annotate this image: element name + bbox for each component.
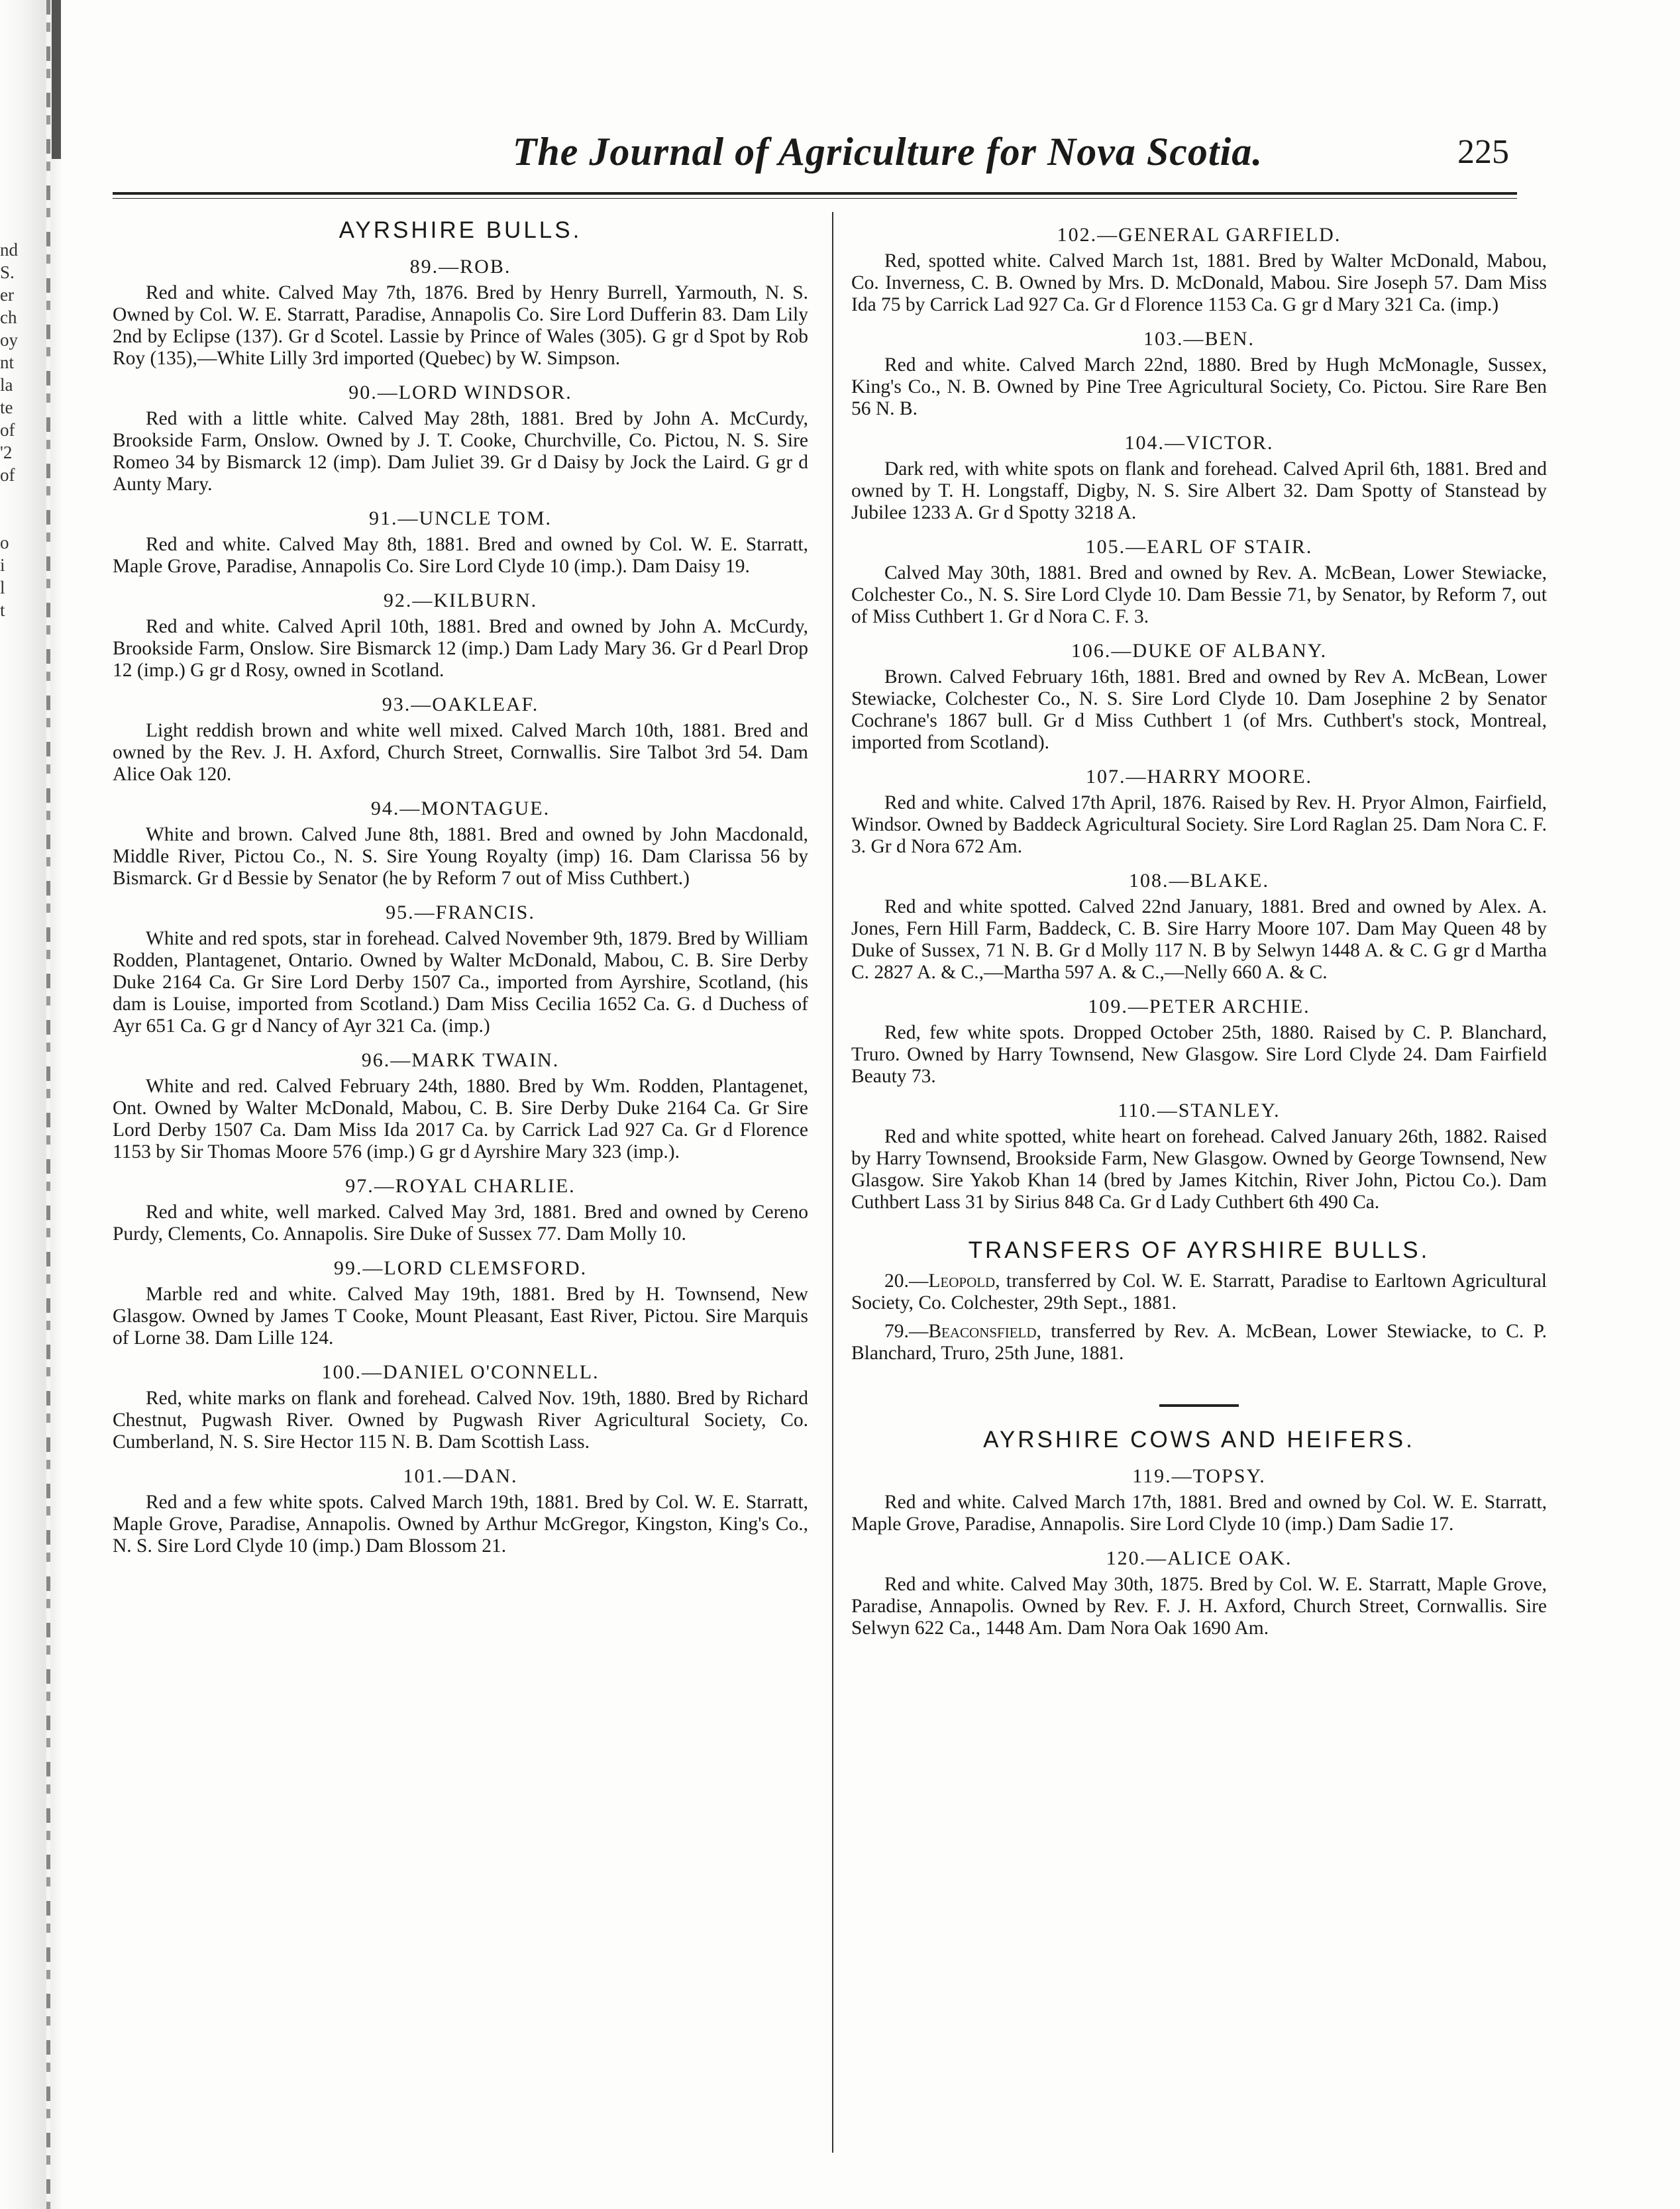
margin-fragment <box>0 486 40 509</box>
margin-fragment: ch <box>0 307 17 327</box>
margin-fragment: i <box>0 555 5 575</box>
binding-edge <box>46 0 50 2209</box>
entry-text: White and red spots, star in forehead. Calved November 9th, 1879. Bred by William Rodden, Plantagenet, Ontario. Owned by Walter McDonald, Mabou, C. B. Sire Derby Duke 2164 Ca. Gr Sire Lord Derby 1507 Ca., imported from Ayrshire, Scotland, (his dam is Louise, imported from Scotland.) Dam Miss Cecilia 1652 Ca. G. d Duchess of Ayr 651 Ca. G gr d Nancy of Ayr 321 Ca. (imp.) <box>113 928 808 1037</box>
transfer-list <box>851 1270 1547 1364</box>
transfer-item <box>851 1321 1547 1364</box>
entry-text: Red and white. Calved May 30th, 1875. Bred by Col. W. E. Starratt, Maple Grove, Paradise, Annapolis. Owned by Rev. F. J. H. Axford, Church Street, Cornwallis. Sire Selwyn 622 Ca., 1448 Am. Dam Nora Oak 1690 Am. <box>851 1574 1547 1639</box>
margin-fragment: nd <box>0 240 18 260</box>
entry-text: Calved May 30th, 1881. Bred and owned by Rev. A. McBean, Lower Stewiacke, Colchester Co., N. S. Sire Lord Clyde 10. Dam Bessie 71, by Senator, by Reform 7, out of Miss Cuthbert 1. Gr d Nora C. F. 3. <box>851 562 1547 627</box>
margin-fragment: S. <box>0 262 15 282</box>
entry-heading: 104.—VICTOR. <box>1124 432 1274 454</box>
header-rule-thin <box>113 198 1517 199</box>
entry-text: Red and white. Calved March 22nd, 1880. Bred by Hugh McMonagle, Sussex, King's Co., N. B. Owned by Pine Tree Agricultural Society, Co. Pictou. Sire Rare Ben 56 N. B. <box>851 354 1547 419</box>
entry-heading: 99.—LORD CLEMSFORD. <box>333 1257 588 1279</box>
entry-text: Dark red, with white spots on flank and forehead. Calved April 6th, 1881. Bred and owned by T. H. Longstaff, Digby, N. S. Sire Albert 32. Dam Spotty of Stanstead by Jubilee 1233 A. Gr d Spotty 3218 A. <box>851 458 1547 523</box>
entry-heading: 96.—MARK TWAIN. <box>361 1049 560 1071</box>
header-rule-thick <box>113 192 1517 195</box>
entry-heading: 110.—STANLEY. <box>1118 1100 1281 1121</box>
entry-text: Red and white. Calved March 17th, 1881. Bred and owned by Col. W. E. Starratt, Maple Grove, Paradise, Annapolis. Sire Lord Clyde 10 (imp.) Dam Sadie 17. <box>851 1492 1547 1535</box>
entry-heading: 94.—MONTAGUE. <box>370 797 551 819</box>
entry-heading: 108.—BLAKE. <box>1129 870 1269 892</box>
transfer-text: transferred by Col. W. E. Starratt, Paradise to Earltown Agricultural Society, Co. Colchester, 29th Sept., 1881. <box>851 1270 1548 1313</box>
left-entries <box>113 256 808 1557</box>
section-title-transfers: TRANSFERS OF AYRSHIRE BULLS. <box>968 1237 1430 1263</box>
transfer-item <box>851 1270 1547 1314</box>
entry-text: Red and white spotted. Calved 22nd January, 1881. Bred and owned by Alex. A. Jones, Fern Hill Farm, Baddeck, C. B. Sire Harry Moore 107. Dam May Queen 48 by Duke of Sussex, 71 N. B. Gr d Molly 117 N. B by Selwyn 1448 A. & C. G gr d Martha C. 2827 A. & C.,—Martha 597 A. & C.,—Nelly 660 A. & C. <box>851 896 1547 983</box>
entry-heading: 119.—TOPSY. <box>1132 1465 1266 1487</box>
entry-text: Red and white spotted, white heart on forehead. Calved January 26th, 1882. Raised by Harry Townsend, Brookside Farm, New Glasgow. Owned by George Townsend, New Glasgow. Sire Yakob Khan 14 (bred by James Kitchin, River John, Pictou Co.). Dam Cuthbert Lass 31 by Sirius 848 Ca. Gr d Lady Cuthbert 6th 490 Ca. <box>851 1126 1547 1213</box>
entry-text: Marble red and white. Calved May 19th, 1881. Bred by H. Townsend, New Glasgow. Owned by James T Cooke, Mount Pleasant, East River, Pictou. Sire Marquis of Lorne 38. Dam Lille 124. <box>113 1284 808 1349</box>
transfer-lead: 79.—Beaconsfield, <box>884 1321 1041 1342</box>
entry-heading: 109.—PETER ARCHIE. <box>1088 996 1310 1017</box>
entry-text: Brown. Calved February 16th, 1881. Bred and owned by Rev A. McBean, Lower Stewiacke, Colchester Co., N. S. Sire Lord Clyde 10. Dam Josephine 2 by Senator Cochrane's 1867 bull. Gr d Miss Cuthbert 1 (of Mrs. Cuthbert's stock, Montreal, imported from Scotland). <box>851 666 1547 753</box>
margin-fragment: of <box>0 465 15 485</box>
margin-fragment: o <box>0 533 9 552</box>
entry-text: Red, few white spots. Dropped October 25th, 1880. Raised by C. P. Blanchard, Truro. Owned by Harry Townsend, New Glasgow. Sire Lord Clyde 24. Dam Fairfield Beauty 73. <box>851 1022 1547 1087</box>
right-entries <box>851 224 1547 1213</box>
margin-fragment <box>0 509 40 531</box>
margin-fragment: la <box>0 375 13 395</box>
cow-entries <box>851 1465 1547 1639</box>
entry-heading: 89.—ROB. <box>409 256 511 278</box>
entry-text: Red and white. Calved May 7th, 1876. Bred by Henry Burrell, Yarmouth, N. S. Owned by Col. W. E. Starratt, Paradise, Annapolis Co. Sire Lord Dufferin 83. Dam Lily 2nd by Eclipse (137). Gr d Scotel. Lassie by Prince of Wales (305). G gr d Spot by Rob Roy (135),—White Lilly 3rd imported (Quebec) by W. Simpson. <box>113 282 808 369</box>
entry-heading: 120.—ALICE OAK. <box>1106 1547 1292 1569</box>
entry-text: Red, spotted white. Calved March 1st, 1881. Bred by Walter McDonald, Mabou, Co. Inverness, C. B. Owned by Mrs. D. McDonald, Mabou. Sire Joseph 57. Dam Miss Ida 75 by Carrick Lad 927 Ca. Gr d Florence 1153 Ca. G gr d Mary 321 Ca. (imp.) <box>851 250 1547 315</box>
margin-text-fragments <box>0 238 40 621</box>
margin-fragment: oy <box>0 330 18 350</box>
entry-text: Red and white. Calved May 8th, 1881. Bred and owned by Col. W. E. Starratt, Maple Grove, Paradise, Annapolis Co. Sire Lord Clyde 10 (imp.). Dam Daisy 19. <box>113 534 808 577</box>
margin-fragment: nt <box>0 352 15 372</box>
margin-fragment: '2 <box>0 442 13 462</box>
entry-text: Light reddish brown and white well mixed. Calved March 10th, 1881. Bred and owned by the Rev. J. H. Axford, Church Street, Cornwallis. Sire Talbot 3rd 54. Dam Alice Oak 120. <box>113 720 808 785</box>
entry-heading: 95.—FRANCIS. <box>386 901 535 923</box>
entry-text: Red and white. Calved April 10th, 1881. Bred and owned by John A. McCurdy, Brookside Farm, Onslow. Sire Bismarck 12 (imp.) Dam Lady Mary 36. Gr d Pearl Drop 12 (imp.) G gr d Rosy, owned in Scotland. <box>113 616 808 681</box>
running-head: The Journal of Agriculture for Nova Scotia. <box>512 130 1263 174</box>
margin-fragment: of <box>0 420 15 440</box>
entry-heading: 90.—LORD WINDSOR. <box>348 382 572 403</box>
transfer-text: transferred by Rev. A. McBean, Lower Stewiacke, to C. P. Blanchard, Truro, 25th June, 1881. <box>851 1321 1548 1364</box>
entry-heading: 101.—DAN. <box>403 1465 518 1487</box>
entry-heading: 106.—DUKE OF ALBANY. <box>1071 640 1328 662</box>
entry-heading: 100.—DANIEL O'CONNELL. <box>321 1361 600 1383</box>
entry-text: White and red. Calved February 24th, 1880. Bred by Wm. Rodden, Plantagenet, Ont. Owned by Walter McDonald, Mabou, C. B. Sire Derby Duke 2164 Ca. Gr Sire Lord Derby 1507 Ca. Dam Miss Ida 2017 Ca. by Carrick Lad 927 Ca. Gr d Florence 1153 by Sir Thomas Moore 576 (imp.) G gr d Ayrshire Mary 323 (imp.). <box>113 1076 808 1162</box>
margin-fragment: te <box>0 397 13 417</box>
entry-heading: 103.—BEN. <box>1143 328 1255 350</box>
margin-fragment: er <box>0 285 14 305</box>
section-title-cows-heifers: AYRSHIRE COWS AND HEIFERS. <box>983 1427 1415 1453</box>
entry-text: Red and white, well marked. Calved May 3rd, 1881. Bred and owned by Cereno Purdy, Clements, Co. Annapolis. Sire Duke of Sussex 77. Dam Molly 10. <box>113 1202 808 1245</box>
left-column <box>113 212 808 1557</box>
entry-text: Red and white. Calved 17th April, 1876. Raised by Rev. H. Pryor Almon, Fairfield, Windsor. Owned by Baddeck Agricultural Society. Sire Lord Raglan 25. Dam Nora C. F. 3. Gr d Nora 672 Am. <box>851 792 1547 857</box>
binding-speck <box>52 0 61 159</box>
column-divider <box>832 212 833 2153</box>
entry-heading: 107.—HARRY MOORE. <box>1085 766 1313 788</box>
page-number: 225 <box>1457 133 1509 171</box>
right-column <box>851 212 1547 1639</box>
entry-heading: 102.—GENERAL GARFIELD. <box>1057 224 1341 246</box>
section-title-ayrshire-bulls: AYRSHIRE BULLS. <box>339 217 582 243</box>
entry-heading: 92.—KILBURN. <box>383 590 538 611</box>
entry-text: White and brown. Calved June 8th, 1881. Bred and owned by John Macdonald, Middle River, Pictou Co., N. S. Sire Young Royalty (imp) 16. Dam Clarissa 56 by Bismarck. Gr d Bessie by Senator (he by Reform 7 out of Miss Cuthbert.) <box>113 824 808 889</box>
margin-fragment: l <box>0 578 5 597</box>
entry-heading: 91.—UNCLE TOM. <box>368 507 552 529</box>
section-separator-rule <box>1159 1404 1239 1407</box>
entry-heading: 105.—EARL OF STAIR. <box>1085 536 1313 558</box>
entry-text: Red, white marks on flank and forehead. Calved Nov. 19th, 1880. Bred by Richard Chestnut, Pugwash River. Owned by Pugwash River Agricultural Society, Co. Cumberland, N. S. Sire Hector 115 N. B. Dam Scottish Lass. <box>113 1388 808 1453</box>
entry-heading: 97.—ROYAL CHARLIE. <box>345 1175 576 1197</box>
entry-text: Red with a little white. Calved May 28th, 1881. Bred by John A. McCurdy, Brookside Farm, Onslow. Owned by J. T. Cooke, Churchville, Co. Pictou, N. S. Sire Romeo 34 by Bismarck 12 (imp). Dam Juliet 39. Gr d Daisy by Jock the Laird. G gr d Aunty Mary. <box>113 408 808 495</box>
margin-fragment: t <box>0 600 5 620</box>
transfer-lead: 20.—Leopold, <box>884 1270 1000 1292</box>
entry-heading: 93.—OAKLEAF. <box>382 694 539 715</box>
entry-text: Red and a few white spots. Calved March 19th, 1881. Bred by Col. W. E. Starratt, Maple Grove, Paradise, Annapolis. Owned by Arthur McGregor, Kingston, King's Co., N. S. Sire Lord Clyde 10 (imp.) Dam Blossom 21. <box>113 1492 808 1557</box>
